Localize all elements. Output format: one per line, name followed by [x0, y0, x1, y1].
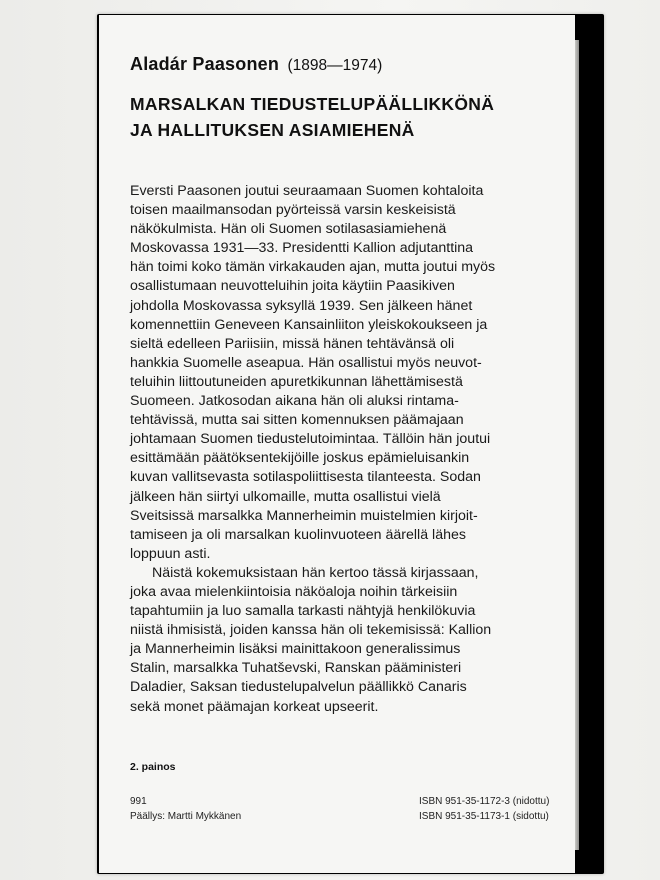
blurb-line: johdolla Moskovassa syksyllä 1939. Sen jälkeen hänet [130, 297, 473, 314]
author-name: Aladár Paasonen [130, 54, 280, 74]
blurb-line: hän toimi koko tämän virkakauden ajan, mutta joutui myös [130, 259, 496, 276]
edition-label: 2. painos [130, 761, 176, 773]
blurb-line: sieltä edelleen Pariisiin, missä hänen tehtävänsä oli [130, 335, 455, 352]
blurb-paragraph-2 [130, 564, 574, 717]
blurb-line: Daladier, Saksan tiedustelupalvelun päällikkö Canaris [130, 679, 467, 696]
blurb-line: Suomeen. Jatkosodan aikana hän oli aluksi rintama- [130, 393, 459, 410]
blurb-line: osallistumaan neuvotteluihin joita käytiin Paasikiven [130, 278, 455, 295]
cover-edge-shadow [575, 40, 579, 850]
blurb-line: Näistä kokemuksistaan hän kertoo tässä kirjassaan, [152, 564, 479, 581]
imprint-left [130, 794, 241, 824]
blurb-line: joka avaa mielenkiintoisia näköaloja noihin tärkeisiin [130, 583, 458, 600]
blurb-line: tehtävissä, mutta sai sitten komennuksen päämajaan [130, 412, 464, 429]
blurb-line: esittämään päätöksentekijöille joskus epämieluisankin [130, 450, 470, 467]
blurb-line: niistä ihmisistä, joiden kanssa hän oli tekemisissä: Kallion [130, 622, 492, 639]
blurb-line: teluihin liittoutuneiden apuretkikunnan lähettämisestä [130, 373, 463, 390]
blurb-line: johtamaan Suomen tiedustelutoimintaa. Tällöin hän joutui [130, 431, 491, 448]
isbn-line: ISBN 951-35-1172-3 (nidottu) [419, 796, 550, 807]
blurb-line: komennettiin Geneveen Kansainliiton yleiskokoukseen ja [130, 316, 488, 333]
blurb-line: hankkia Suomelle aseapua. Hän osallistui myös neuvot- [130, 354, 482, 371]
title-line: MARSALKAN TIEDUSTELUPÄÄLLIKKÖNÄ [130, 94, 495, 114]
blurb-line: Stalin, marsalkka Tuhatševski, Ranskan pääministeri [130, 660, 462, 677]
blurb-paragraph-1 [130, 182, 574, 564]
blurb-line: Eversti Paasonen joutui seuraamaan Suomen kohtaloita [130, 183, 484, 199]
blurb-line: Sveitsissä marsalkka Mannerheimin muistelmien kirjoit- [130, 507, 478, 524]
blurb-line: loppuun asti. [130, 545, 211, 562]
blurb-line: sekä monet päämajan korkeat upseerit. [130, 698, 379, 715]
catalog-code: 991 [130, 796, 147, 807]
title-line: JA HALLITUKSEN ASIAMIEHENÄ [130, 120, 415, 140]
isbn-block [419, 794, 549, 824]
author-years: (1898—1974) [287, 57, 383, 74]
blurb-line: tamiseen ja oli marsalkan kuolinvuoteen äärellä lähes [130, 526, 466, 543]
blurb-line: ja Mannerheimin lisäksi mainittakoon generalissimus [130, 641, 461, 658]
blurb-line: toisen maailmansodan pyörteissä varsin keskeisistä [130, 202, 456, 219]
blurb-line: näkökulmista. Hän oli Suomen sotilasasiamiehenä [130, 221, 447, 238]
blurb-line: kuvan vallitsevasta sotilaspoliittisesta tilanteesta. Sodan [130, 469, 481, 486]
blurb-line: jälkeen hän siirtyi ulkomaille, mutta osallistui vielä [130, 488, 441, 505]
blurb-line: Moskovassa 1931—33. Presidentti Kallion adjutanttina [130, 240, 474, 257]
book-title [130, 91, 494, 143]
isbn-line: ISBN 951-35-1173-1 (sidottu) [419, 811, 549, 822]
blurb-text [130, 182, 574, 717]
blurb-line: tapahtumiin ja luo samalla tarkasti nähtyjä henkilökuvia [130, 603, 476, 620]
cover-credit: Päällys: Martti Mykkänen [130, 811, 242, 822]
author-line [130, 54, 382, 75]
